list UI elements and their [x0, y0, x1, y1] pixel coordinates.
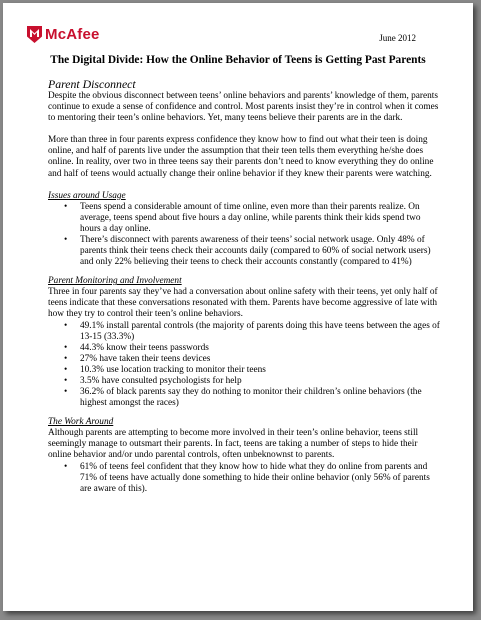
- document-page: [3, 3, 473, 611]
- section-heading-parent-disconnect: Parent Disconnect: [48, 77, 136, 91]
- paragraph-monitoring: Three in four parents say they’ve had a conversation about online safety with their teens, yet only half of teens indicate that these conversations resonated with them. Parents have become aggressive of late with how they try to control their teen’s online behaviors.: [48, 287, 438, 320]
- list-item: • 10.3% use location tracking to monitor their teens: [80, 365, 440, 376]
- paragraph-disconnect-2: More than three in four parents express confidence they know how to find out what their teen is doing online, and half of parents live under the assumption that their teen tells them everything he/she does online. In reality, over two in three teens say their parents don’t need to know everything they do online and half of teens would actually change their online behavior if they knew their parents were watching.: [48, 135, 434, 179]
- list-item: • There’s disconnect with parents awareness of their teens’ social network usage. Only 48% of parents think their teens check their accounts daily (compared to 60% of social network users) and only 22% believing their teens to check their accounts constantly (compared to 41%): [80, 235, 440, 268]
- subheading-parent-monitoring: Parent Monitoring and Involvement: [48, 276, 182, 287]
- list-item: • 49.1% install parental controls (the majority of parents doing this have teens between the ages of 13-15 (33.3%): [80, 321, 440, 343]
- document-body: [48, 78, 440, 495]
- list-item: • 36.2% of black parents say they do nothing to monitor their children’s online behaviors (the highest amongst the races): [80, 387, 440, 409]
- list-item: • 3.5% have consulted psychologists for help: [80, 376, 440, 387]
- workaround-list: [48, 462, 440, 495]
- mcafee-logo: [27, 26, 100, 43]
- paragraph-disconnect-1: Despite the obvious disconnect between teens’ online behaviors and parents’ knowledge of them, parents continue to exude a sense of confidence and control. Most parents insist they’re in control when it comes to mentoring their teen’s online behaviors. Yet, many teens believe their parents are in the dark.: [48, 91, 439, 124]
- brand-name: McAfee: [45, 26, 100, 43]
- document-title: The Digital Divide: How the Online Behavior of Teens is Getting Past Parents: [50, 54, 426, 66]
- monitoring-list: [48, 321, 440, 410]
- report-date: June 2012: [379, 33, 416, 43]
- subheading-issues-usage: Issues around Usage: [48, 190, 126, 201]
- list-item: • 44.3% know their teens passwords: [80, 343, 440, 354]
- mcafee-shield-icon: [27, 26, 42, 43]
- usage-list: [48, 202, 440, 269]
- subheading-work-around: The Work Around: [48, 417, 114, 428]
- paragraph-work-around: Although parents are attempting to become more involved in their teen’s online behavior, teens still seemingly manage to outsmart their parents. In fact, teens are taking a number of steps to hide their online behavior and/or undo parental controls, often unbeknownst to parents.: [48, 428, 419, 461]
- list-item: • 27% have taken their teens devices: [80, 354, 440, 365]
- list-item: • Teens spend a considerable amount of time online, even more than their parents realize. On average, teens spend about five hours a day online, while parents think their kids spend two hours a day online.: [80, 202, 440, 235]
- list-item: • 61% of teens feel confident that they know how to hide what they do online from parents and 71% of teens have actually done something to hide their online behavior (only 56% of parents are aware of this).: [80, 462, 440, 495]
